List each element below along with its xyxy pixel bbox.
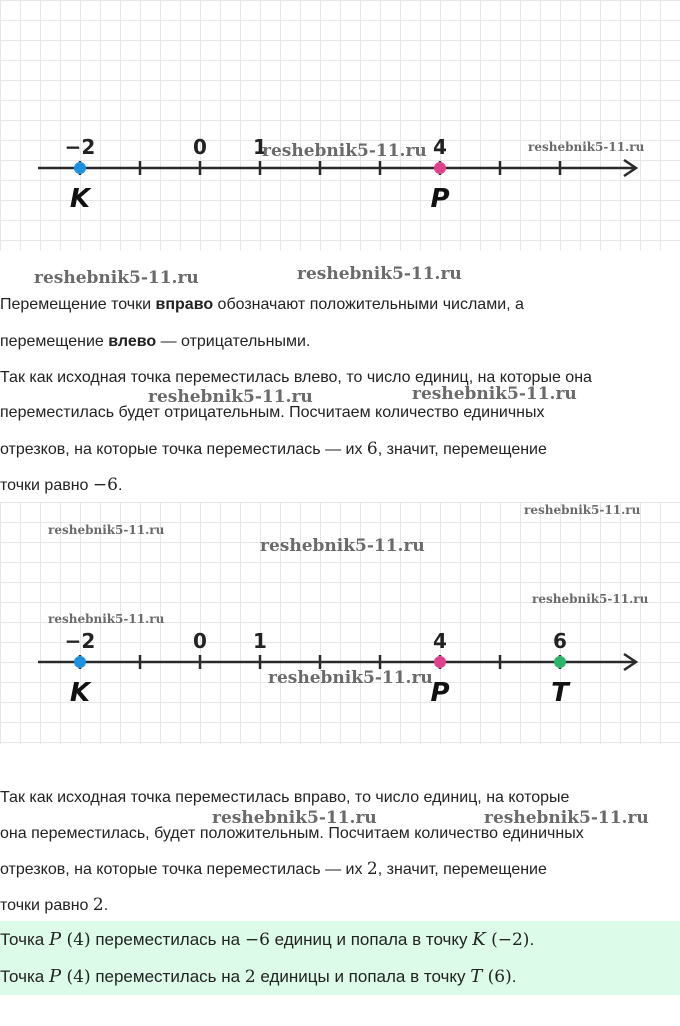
watermark: reshebnik5-11.ru <box>262 141 427 161</box>
tick-label: 1 <box>253 629 267 653</box>
answer-line-2: Точка P (4) переместилась на 2 единицы и попала в точку T (6). <box>0 966 517 987</box>
watermark: reshebnik5-11.ru <box>260 536 425 556</box>
point-label-k: K <box>69 678 91 708</box>
tick-label: 0 <box>193 629 207 653</box>
point-k <box>74 656 86 668</box>
tick-label: −2 <box>64 629 96 653</box>
paragraph-line: Перемещение точки вправо обозначают положительными числами, а <box>0 296 524 313</box>
tick-label: 6 <box>553 629 567 653</box>
paragraph-line: Так как исходная точка переместилась влево, то число единиц, на которые она <box>0 369 592 386</box>
watermark: reshebnik5-11.ru <box>34 268 199 288</box>
paragraph-line: точки равно −6. <box>0 475 123 495</box>
point-k <box>74 162 86 174</box>
tick-label: 0 <box>193 135 207 159</box>
watermark: reshebnik5-11.ru <box>484 808 649 828</box>
paragraph-line: она переместилась, будет положительным. Посчитаем количество единичных <box>0 825 584 842</box>
point-p <box>434 656 446 668</box>
point-label-p: P <box>430 678 450 708</box>
watermark: reshebnik5-11.ru <box>212 808 377 828</box>
paragraph-line: отрезков, на которые точка переместилась — их 6, значит, перемещение <box>0 439 547 459</box>
point-label-k: K <box>69 184 91 214</box>
watermark: reshebnik5-11.ru <box>532 592 649 606</box>
tick-label: 1 <box>253 135 267 159</box>
number-line-1 <box>0 0 680 250</box>
answer-block <box>0 921 680 995</box>
answer-line-1: Точка P (4) переместилась на −6 единиц и попала в точку K (−2). <box>0 929 535 950</box>
point-label-p: P <box>430 184 450 214</box>
watermark: reshebnik5-11.ru <box>528 140 645 154</box>
watermark: reshebnik5-11.ru <box>268 668 433 688</box>
watermark: reshebnik5-11.ru <box>297 264 462 284</box>
watermark: reshebnik5-11.ru <box>524 503 641 517</box>
paragraph-line: переместилась будет отрицательным. Посчитаем количество единичных <box>0 404 545 421</box>
watermark: reshebnik5-11.ru <box>412 384 577 404</box>
paragraph-line: точки равно 2. <box>0 895 109 915</box>
point-label-t: T <box>551 678 569 708</box>
tick-label: −2 <box>64 135 96 159</box>
paragraph-line: отрезков, на которые точка переместилась — их 2, значит, перемещение <box>0 859 547 879</box>
tick-label: 4 <box>433 135 447 159</box>
watermark: reshebnik5-11.ru <box>148 387 313 407</box>
point-p <box>434 162 446 174</box>
number-line-figure-1 <box>0 0 680 250</box>
paragraph-line: перемещение влево — отрицательными. <box>0 333 311 350</box>
tick-label: 4 <box>433 629 447 653</box>
watermark: reshebnik5-11.ru <box>48 612 165 626</box>
point-t <box>554 656 566 668</box>
watermark: reshebnik5-11.ru <box>48 523 165 537</box>
paragraph-line: Так как исходная точка переместилась вправо, то число единиц, на которые <box>0 789 570 806</box>
